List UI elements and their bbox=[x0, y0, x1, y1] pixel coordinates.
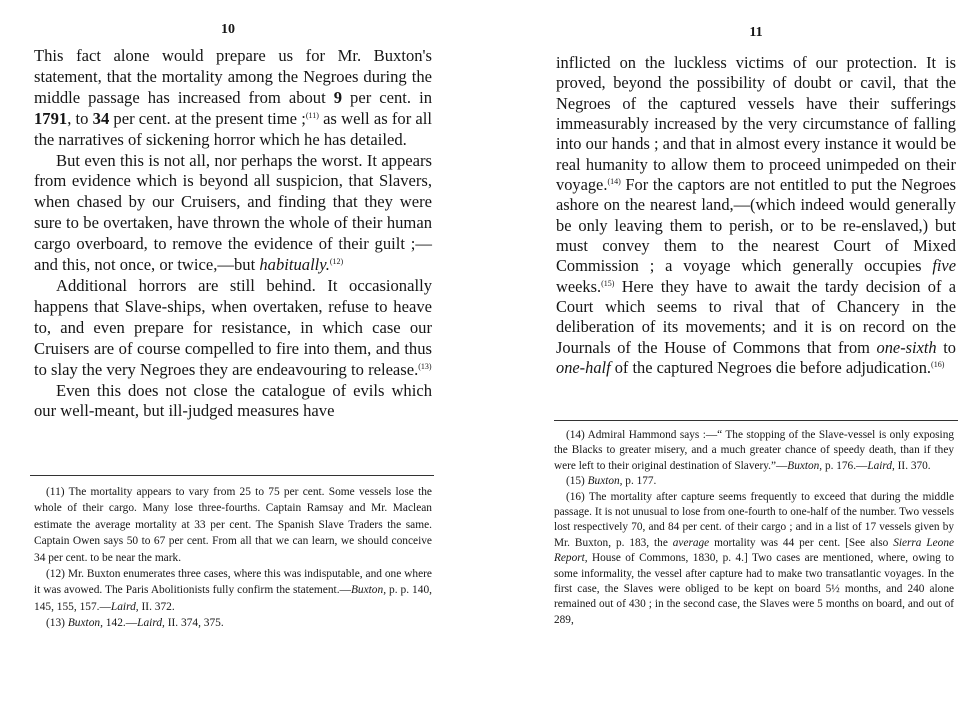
text-run: of the captured Negroes die before adjudication. bbox=[610, 358, 932, 378]
text-run: For the captors are not entitled to put the Negroes ashore on the nearest land,—(which indeed would generally be only leaving them to perish, or to be re-enslaved,) but must convey them to the nearest Court of Mixed Commission ; a voyage which generally occupies bbox=[556, 175, 956, 276]
italic-text: one-half bbox=[556, 358, 611, 378]
body-text bbox=[556, 53, 956, 379]
text-run: to bbox=[936, 337, 956, 357]
text-run: weeks. bbox=[556, 276, 602, 296]
footnote bbox=[554, 428, 954, 474]
italic-text: Buxton, bbox=[67, 617, 103, 630]
text-run: 142.— bbox=[102, 617, 138, 630]
footnote-ref: (14) bbox=[607, 177, 621, 187]
footnote bbox=[554, 474, 954, 489]
text-run: Here they have to await the tardy decision of a Court which seems to rival that of Chancery in the deliberation of its movements; and it is on record on the Journals of the House of Commons that from bbox=[556, 276, 956, 357]
text-run: p. p. 140, 145, 155, 157.— bbox=[34, 584, 432, 613]
text-run: (12) Mr. Buxton enumerates three cases, where this was indisputable, and one where it was avowed. The Paris Abolitionists fully confirm the statement.— bbox=[34, 568, 432, 597]
footnote-divider bbox=[30, 475, 434, 476]
text-run: Additional horrors are still behind. It occasionally happens that Slave-ships, when overtaken, refuse to heave to, and even prepare for resistance, in which case our Cruisers are of course compelled to fire into them, and thus to slay the very Negroes they are endeavouring to release. bbox=[34, 275, 432, 379]
footnote bbox=[34, 615, 432, 631]
text-run: This fact alone would prepare us for Mr. Buxton's statement, that the mortality among the Negroes during the middle passage has increased from about bbox=[34, 46, 432, 107]
footnote-divider bbox=[554, 420, 958, 421]
text-run: House of Commons, 1830, p. 4.] Two cases are mentioned, where, owing to some informality, the vessel after capture had to make two transatlantic voyages. In the first case, the Slaves were obliged to be kept on board 5½ months, and 240 alone remained out of 430 ; in the second case, the Slaves were 5 months on board, and out of 289, bbox=[554, 552, 954, 626]
footnote-ref: (16) bbox=[931, 360, 945, 370]
italic-text: Sierra Leone Report, bbox=[554, 536, 954, 565]
paragraph bbox=[34, 381, 432, 423]
text-run: as well as for all the narratives of sickening horror which he has detailed. bbox=[34, 108, 432, 149]
body-text bbox=[34, 46, 432, 422]
italic-text: Laird, bbox=[110, 600, 139, 613]
text-run: inflicted on the luckless victims of our protection. It is proved, beyond the possibility of doubt or cavil, that the Negroes of the captured vessels have their sufferings immeasurably increased by the very circumstance of falling into our hands ; and that in almost every instance it would be real humanity to allow them to proceed unimpeded on their voyage. bbox=[556, 53, 956, 195]
footnote-ref: (13) bbox=[418, 361, 432, 371]
text-run: II. 370. bbox=[894, 459, 931, 472]
text-run: (14) Admiral Hammond says :—“ The stopping of the Slave-vessel is only exposing the Blacks to greater misery, and a much greater chance of speedy death, than if they were left to their original destination of Slavery.”— bbox=[554, 429, 954, 472]
bold-number: 9 bbox=[333, 87, 343, 107]
italic-text: habitually. bbox=[259, 255, 330, 275]
italic-text: Laird, bbox=[867, 459, 895, 472]
bold-number: 1791 bbox=[34, 108, 68, 128]
text-run: (13) bbox=[46, 617, 68, 630]
text-run: II. 374, 375. bbox=[164, 617, 224, 630]
footnotes bbox=[554, 428, 954, 628]
paragraph bbox=[34, 151, 432, 276]
text-run: p. 177. bbox=[622, 475, 657, 488]
italic-text: average bbox=[672, 536, 710, 549]
footnote bbox=[34, 566, 432, 615]
footnote-ref: (11) bbox=[305, 110, 319, 120]
italic-text: Buxton, bbox=[350, 584, 387, 597]
footnote bbox=[554, 490, 954, 629]
bold-number: 34 bbox=[92, 108, 110, 128]
footnote-ref: (15) bbox=[601, 278, 615, 288]
text-run: per cent. in bbox=[342, 87, 432, 107]
text-run: per cent. at the present time ; bbox=[109, 108, 306, 128]
text-run: mortality was 44 per cent. [See also bbox=[709, 536, 894, 549]
text-run: (16) The mortality after capture seems frequently to exceed that during the middle passage. It is not unusual to lose from one-fourth to one-half of the number. Two vessels lost respectively 70, and 84 per cent. of their cargo ; and in a list of 17 vessels given by Mr. Buxton, p. 183, the bbox=[554, 490, 954, 549]
italic-text: Buxton, bbox=[587, 475, 623, 488]
text-run: Even this does not close the catalogue of evils which our well-meant, but ill-judged measures have bbox=[34, 380, 432, 421]
italic-text: Laird, bbox=[137, 617, 165, 630]
italic-text: Buxton, bbox=[787, 459, 823, 472]
text-run: II. 372. bbox=[138, 600, 175, 613]
italic-text: one-sixth bbox=[876, 337, 937, 357]
italic-text: five bbox=[932, 256, 956, 276]
page-number: 10 bbox=[221, 22, 235, 37]
text-run: (11) The mortality appears to vary from 25 to 75 per cent. Some vessels lose the whole of their cargo. Many lose three-fourths. Captain Ramsay and Mr. Maclean estimate the average mortality at 33 per cent. The Spanish Slave Traders the same. Captain Owen says 50 to 67 per cent. From all that we can learn, we should conceive 34 per cent. to be near the mark. bbox=[34, 486, 432, 564]
text-run: But even this is not all, nor perhaps the worst. It appears from evidence which is beyond all suspicion, that Slavers, when chased by our Cruisers, and finding that they were sure to be overtaken, have thrown the whole of their human cargo overboard, to remove the evidence of their guilt ;—and this, not once, or twice,—but bbox=[34, 150, 432, 275]
footnote bbox=[34, 484, 432, 566]
text-run: , to bbox=[67, 108, 93, 128]
paragraph bbox=[34, 46, 432, 151]
text-run: (15) bbox=[566, 475, 588, 488]
footnotes bbox=[34, 484, 432, 632]
paragraph bbox=[556, 53, 956, 379]
paragraph bbox=[34, 276, 432, 381]
text-run: p. 176.— bbox=[822, 459, 868, 472]
page-number: 11 bbox=[749, 25, 763, 40]
footnote-ref: (12) bbox=[329, 257, 344, 267]
